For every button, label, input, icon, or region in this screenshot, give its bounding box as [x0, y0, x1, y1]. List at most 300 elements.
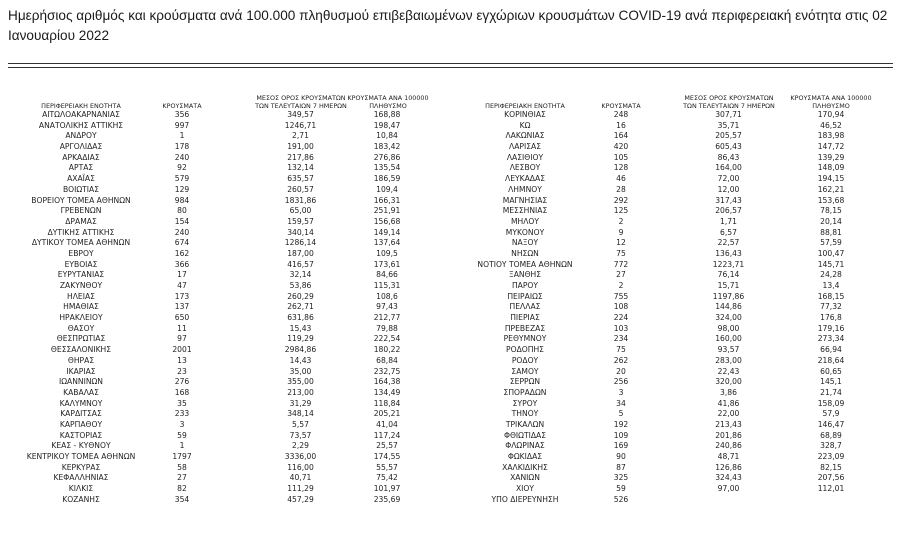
table-row	[0, 409, 900, 420]
seven-day-average-left: 260,57	[287, 184, 314, 194]
region-name-right: ΦΛΩΡΙΝΑΣ	[505, 441, 545, 451]
seven-day-average-right: 324,00	[715, 313, 742, 323]
cases-per-100k-left: 232,75	[373, 366, 401, 376]
seven-day-average-right: 164,00	[715, 163, 742, 173]
case-count-left: 154	[174, 216, 190, 226]
table-row	[0, 367, 900, 378]
seven-day-average-left: 457,29	[287, 494, 314, 504]
case-count-right: 9	[618, 227, 624, 237]
case-count-left: 92	[177, 163, 187, 173]
case-count-right: 164	[613, 131, 629, 141]
region-name-left: ΕΥΒΟΙΑΣ	[64, 259, 98, 269]
region-name-right: ΦΘΙΩΤΙΔΑΣ	[503, 430, 547, 440]
region-name-right: ΠΑΡΟΥ	[511, 281, 539, 290]
case-count-left: 23	[177, 366, 187, 376]
case-count-right: 755	[613, 291, 629, 301]
cases-per-100k-left: 137,64	[373, 238, 401, 248]
seven-day-average-left: 416,57	[287, 259, 314, 269]
case-count-right: 12	[616, 238, 626, 248]
region-name-left: ΚΑΛΥΜΝΟΥ	[59, 398, 103, 408]
seven-day-average-left: 65,00	[289, 206, 312, 216]
cases-per-100k-left: 222,54	[373, 334, 401, 344]
cases-per-100k-right: 146,47	[817, 419, 845, 429]
region-name-left: ΕΥΡΥΤΑΝΙΑΣ	[57, 270, 105, 280]
cases-per-100k-right: 218,64	[817, 355, 845, 365]
cases-per-100k-left: 25,57	[376, 441, 398, 451]
region-name-left: ΚΕΡΚΥΡΑΣ	[61, 462, 101, 472]
case-count-left: 2001	[172, 345, 192, 355]
case-count-left: 366	[174, 259, 190, 269]
cases-per-100k-right: 158,09	[817, 398, 845, 408]
region-name-right: ΣΥΡΟΥ	[512, 398, 538, 408]
cases-per-100k-left: 174,55	[373, 452, 401, 461]
region-name-right: ΣΕΡΡΩΝ	[509, 377, 541, 387]
case-count-left: 17	[177, 270, 187, 280]
region-name-left: ΘΕΣΣΑΛΟΝΙΚΗΣ	[50, 345, 112, 355]
table-row	[0, 463, 900, 474]
seven-day-average-right: 1,71	[720, 216, 737, 226]
case-count-left: 173	[174, 291, 190, 301]
region-name-right: ΚΩ	[519, 120, 531, 130]
seven-day-average-right: 324,43	[715, 473, 742, 483]
region-name-left: ΚΟΖΑΝΗΣ	[62, 494, 100, 504]
table-row	[0, 484, 900, 495]
cases-per-100k-right: 162,21	[817, 184, 845, 194]
case-count-left: 1	[179, 131, 185, 141]
seven-day-average-left: 3336,00	[284, 452, 317, 461]
header-avg-left: ΜΕΣΟΣ ΟΡΟΣ ΚΡΟΥΣΜΑΤΩΝ ΤΩΝ ΤΕΛΕΥΤΑΙΩΝ 7 ΗΜΕΡΩΝ	[255, 94, 347, 110]
cases-per-100k-left: 205,21	[373, 409, 401, 419]
seven-day-average-left: 31,29	[289, 398, 312, 408]
table-row	[0, 249, 900, 260]
region-name-right: ΛΑΣΙΘΙΟΥ	[506, 152, 544, 162]
table-row	[0, 153, 900, 164]
region-name-left: ΕΒΡΟΥ	[68, 248, 94, 258]
seven-day-average-left: 191,00	[287, 142, 314, 152]
cases-per-100k-right: 194,15	[817, 174, 845, 184]
seven-day-average-right: 97,00	[717, 484, 740, 494]
table-row	[0, 431, 900, 442]
case-count-right: 59	[616, 484, 626, 494]
region-name-left: ΔΥΤΙΚΗΣ ΑΤΤΙΚΗΣ	[47, 227, 115, 237]
table-row	[0, 399, 900, 410]
cases-per-100k-left: 68,84	[376, 355, 398, 365]
region-name-right: ΝΗΣΩΝ	[511, 248, 539, 258]
seven-day-average-right: 93,57	[717, 345, 740, 355]
case-count-right: 75	[616, 248, 626, 258]
region-name-left: ΗΡΑΚΛΕΙΟΥ	[59, 313, 103, 323]
seven-day-average-right: 1197,86	[712, 291, 745, 301]
region-name-left: ΔΥΤΙΚΟΥ ΤΟΜΕΑ ΑΘΗΝΩΝ	[31, 238, 131, 248]
region-name-left: ΙΚΑΡΙΑΣ	[66, 366, 96, 376]
table-row	[0, 260, 900, 271]
cases-per-100k-left: 180,22	[373, 345, 401, 355]
region-name-left: ΙΩΑΝΝΙΝΩΝ	[58, 377, 103, 387]
case-count-right: 103	[613, 323, 629, 333]
cases-per-100k-right: 176,8	[820, 313, 842, 323]
seven-day-average-right: 22,43	[717, 366, 740, 376]
region-name-right: ΤΗΝΟΥ	[511, 409, 539, 419]
table-row	[0, 388, 900, 399]
header-per-right: ΚΡΟΥΣΜΑΤΑ ΑΝΑ 100000 ΠΛΗΘΥΣΜΟ	[790, 94, 872, 110]
region-name-left: ΔΡΑΜΑΣ	[65, 216, 97, 226]
header-cases-right: ΚΡΟΥΣΜΑΤΑ	[601, 101, 641, 110]
table-row	[0, 324, 900, 335]
cases-per-100k-left: 79,88	[376, 323, 398, 333]
case-count-right: 46	[616, 174, 626, 184]
cases-per-100k-left: 276,86	[373, 152, 401, 162]
seven-day-average-left: 132,14	[287, 163, 314, 173]
table-row	[0, 345, 900, 356]
table-row	[0, 228, 900, 239]
seven-day-average-right: 213,43	[715, 419, 742, 429]
table-row	[0, 356, 900, 367]
region-name-right: ΣΠΟΡΑΔΩΝ	[503, 387, 547, 397]
seven-day-average-left: 32,14	[289, 270, 312, 280]
table-row	[0, 142, 900, 153]
seven-day-average-right: 240,86	[715, 441, 742, 451]
cases-per-100k-left: 198,47	[373, 120, 401, 130]
seven-day-average-left: 14,43	[289, 355, 312, 365]
case-count-left: 650	[174, 313, 190, 323]
case-count-left: 59	[177, 430, 187, 440]
cases-per-100k-left: 212,77	[373, 313, 401, 323]
case-count-right: 5	[618, 409, 624, 419]
seven-day-average-left: 260,29	[287, 291, 314, 301]
table-row	[0, 270, 900, 281]
cases-per-100k-right: 88,81	[820, 227, 842, 237]
seven-day-average-right: 136,43	[715, 248, 742, 258]
seven-day-average-left: 53,86	[289, 281, 312, 290]
region-name-left: ΚΑΒΑΛΑΣ	[63, 387, 99, 397]
table-row	[0, 185, 900, 196]
table-row	[0, 206, 900, 217]
seven-day-average-right: 1223,71	[712, 259, 745, 269]
case-count-left: 997	[174, 120, 190, 130]
seven-day-average-left: 116,00	[287, 462, 314, 472]
case-count-left: 354	[174, 494, 190, 504]
seven-day-average-left: 631,86	[287, 313, 314, 323]
table-row	[0, 302, 900, 313]
cases-per-100k-right: 153,68	[817, 195, 845, 205]
cases-per-100k-left: 117,24	[373, 430, 401, 440]
seven-day-average-left: 2,71	[292, 131, 309, 141]
case-count-left: 674	[174, 238, 190, 248]
seven-day-average-left: 15,43	[289, 323, 312, 333]
case-count-left: 356	[174, 110, 190, 119]
region-name-left: ΑΝΔΡΟΥ	[65, 131, 97, 141]
seven-day-average-right: 605,43	[715, 142, 742, 152]
case-count-left: 80	[177, 206, 187, 216]
cases-per-100k-right: 13,4	[822, 281, 840, 290]
case-count-left: 13	[177, 355, 187, 365]
seven-day-average-right: 15,71	[717, 281, 740, 290]
seven-day-average-right: 283,00	[715, 355, 742, 365]
seven-day-average-left: 1831,86	[284, 195, 317, 205]
region-name-right: ΡΕΘΥΜΝΟΥ	[503, 334, 547, 344]
cases-per-100k-right: 77,32	[820, 302, 842, 312]
table-body	[0, 110, 900, 505]
seven-day-average-right: 307,71	[715, 110, 742, 119]
case-count-right: 169	[613, 441, 629, 451]
cases-per-100k-left: 118,84	[373, 398, 401, 408]
cases-per-100k-left: 109,4	[376, 184, 398, 194]
case-count-left: 579	[174, 174, 190, 184]
region-name-left: ΒΟΙΩΤΙΑΣ	[62, 184, 100, 194]
region-name-left: ΚΑΡΠΑΘΟΥ	[59, 419, 103, 429]
cases-per-100k-right: 57,59	[820, 238, 842, 248]
cases-per-100k-left: 10,84	[376, 131, 398, 141]
region-name-right: ΧΑΛΚΙΔΙΚΗΣ	[502, 462, 548, 472]
cases-per-100k-right: 20,14	[820, 216, 842, 226]
seven-day-average-right: 160,00	[715, 334, 742, 344]
case-count-left: 984	[174, 195, 190, 205]
case-count-right: 325	[613, 473, 629, 483]
case-count-right: 248	[613, 110, 629, 119]
region-name-right: ΛΕΥΚΑΔΑΣ	[505, 174, 545, 184]
table-row	[0, 217, 900, 228]
seven-day-average-right: 35,71	[717, 120, 740, 130]
table-row	[0, 334, 900, 345]
case-count-right: 256	[613, 377, 629, 387]
seven-day-average-left: 1246,71	[284, 120, 317, 130]
case-count-right: 125	[613, 206, 629, 216]
region-name-left: ΑΧΑΪΑΣ	[67, 174, 95, 184]
region-name-left: ΑΙΤΩΛΟΑΚΑΡΝΑΝΙΑΣ	[42, 110, 120, 119]
case-count-left: 35	[177, 398, 187, 408]
table-row	[0, 420, 900, 431]
region-name-left: ΑΡΓΟΛΙΔΑΣ	[59, 142, 103, 152]
region-name-right: ΜΕΣΣΗΝΙΑΣ	[502, 206, 548, 216]
region-name-right: ΡΟΔΟΠΗΣ	[506, 345, 544, 355]
cases-per-100k-left: 101,97	[373, 484, 401, 494]
cases-per-100k-right: 223,09	[817, 452, 845, 461]
cases-per-100k-right: 328,7	[820, 441, 842, 451]
region-name-right: ΚΟΡΙΝΘΙΑΣ	[504, 110, 546, 119]
table-row	[0, 292, 900, 303]
top-divider-second	[8, 67, 893, 68]
cases-per-100k-right: 60,65	[820, 366, 842, 376]
region-name-right: ΝΟΤΙΟΥ ΤΟΜΕΑ ΑΘΗΝΩΝ	[477, 259, 573, 269]
region-name-right: ΝΑΞΟΥ	[511, 238, 539, 248]
seven-day-average-left: 1286,14	[284, 238, 317, 248]
region-name-right: ΧΑΝΙΩΝ	[510, 473, 540, 483]
header-avg-right: ΜΕΣΟΣ ΟΡΟΣ ΚΡΟΥΣΜΑΤΩΝ ΤΩΝ ΤΕΛΕΥΤΑΙΩΝ 7 ΗΜΕΡΩΝ	[683, 94, 775, 110]
seven-day-average-left: 348,14	[287, 409, 314, 419]
cases-per-100k-left: 97,43	[376, 302, 398, 312]
cases-per-100k-left: 183,42	[373, 142, 401, 152]
cases-per-100k-left: 109,5	[376, 248, 398, 258]
cases-per-100k-left: 186,59	[373, 174, 401, 184]
cases-per-100k-right: 147,72	[817, 142, 845, 152]
region-name-left: ΚΙΛΚΙΣ	[68, 484, 94, 494]
region-name-right: ΠΙΕΡΙΑΣ	[510, 313, 540, 323]
cases-per-100k-right: 179,16	[817, 323, 845, 333]
seven-day-average-left: 5,57	[292, 419, 309, 429]
case-count-left: 240	[174, 152, 190, 162]
seven-day-average-left: 217,86	[287, 152, 314, 162]
seven-day-average-left: 340,14	[287, 227, 314, 237]
case-count-right: 16	[616, 120, 626, 130]
region-name-right: ΦΩΚΙΔΑΣ	[507, 452, 543, 461]
table-row	[0, 452, 900, 463]
region-name-right: ΞΑΝΘΗΣ	[508, 270, 542, 280]
cases-per-100k-right: 100,47	[817, 248, 845, 258]
cases-per-100k-left: 108,6	[376, 291, 398, 301]
seven-day-average-left: 2,29	[292, 441, 309, 451]
case-count-left: 137	[174, 302, 190, 312]
case-count-right: 108	[613, 302, 629, 312]
cases-per-100k-right: 57,9	[822, 409, 840, 419]
table-row	[0, 441, 900, 452]
case-count-left: 58	[177, 462, 187, 472]
case-count-right: 87	[616, 462, 626, 472]
seven-day-average-right: 48,71	[717, 452, 740, 461]
region-name-right: ΜΗΛΟΥ	[510, 216, 540, 226]
case-count-right: 90	[616, 452, 626, 461]
table-row	[0, 495, 900, 506]
cases-per-100k-right: 168,15	[817, 291, 845, 301]
region-name-left: ΒΟΡΕΙΟΥ ΤΟΜΕΑ ΑΘΗΝΩΝ	[31, 195, 131, 205]
region-name-left: ΗΛΕΙΑΣ	[67, 291, 95, 301]
top-divider	[8, 63, 893, 64]
seven-day-average-left: 2984,86	[284, 345, 317, 355]
region-name-right: ΠΡΕΒΕΖΑΣ	[504, 323, 546, 333]
seven-day-average-right: 12,00	[717, 184, 740, 194]
cases-per-100k-right: 78,15	[820, 206, 842, 216]
case-count-left: 162	[174, 248, 190, 258]
case-count-left: 129	[174, 184, 190, 194]
seven-day-average-right: 76,14	[717, 270, 740, 280]
seven-day-average-left: 213,00	[287, 387, 314, 397]
table-row	[0, 313, 900, 324]
cases-per-100k-left: 164,38	[373, 377, 401, 387]
region-name-right: ΛΕΣΒΟΥ	[509, 163, 541, 173]
seven-day-average-right: 201,86	[715, 430, 742, 440]
seven-day-average-left: 111,29	[287, 484, 314, 494]
cases-per-100k-left: 168,88	[373, 110, 401, 119]
region-name-right: ΛΑΡΙΣΑΣ	[509, 142, 541, 152]
cases-per-100k-left: 41,04	[376, 419, 398, 429]
seven-day-average-right: 86,43	[717, 152, 740, 162]
case-count-left: 1797	[172, 452, 192, 461]
table-row	[0, 174, 900, 185]
cases-per-100k-right: 207,56	[817, 473, 845, 483]
seven-day-average-right: 6,57	[720, 227, 737, 237]
case-count-right: 526	[613, 494, 629, 504]
cases-per-100k-right: 46,52	[820, 120, 842, 130]
table-row	[0, 131, 900, 142]
region-name-left: ΑΝΑΤΟΛΙΚΗΣ ΑΤΤΙΚΗΣ	[38, 120, 124, 130]
case-count-left: 27	[177, 473, 187, 483]
cases-per-100k-left: 84,66	[376, 270, 398, 280]
case-count-right: 3	[618, 387, 624, 397]
cases-per-100k-right: 183,98	[817, 131, 845, 141]
region-name-right: ΜΥΚΟΝΟΥ	[505, 227, 545, 237]
region-name-right: ΣΑΜΟΥ	[511, 366, 539, 376]
seven-day-average-left: 262,71	[287, 302, 314, 312]
case-count-right: 224	[613, 313, 629, 323]
region-name-left: ΚΑΣΤΟΡΙΑΣ	[59, 430, 103, 440]
table-header	[0, 88, 900, 110]
case-count-right: 292	[613, 195, 629, 205]
case-count-left: 47	[177, 281, 187, 290]
seven-day-average-right: 206,57	[715, 206, 742, 216]
case-count-left: 97	[177, 334, 187, 344]
region-name-right: ΡΟΔΟΥ	[511, 355, 539, 365]
case-count-right: 27	[616, 270, 626, 280]
seven-day-average-right: 317,43	[715, 195, 742, 205]
case-count-left: 1	[179, 441, 185, 451]
table-row	[0, 281, 900, 292]
header-per-left: ΚΡΟΥΣΜΑΤΑ ΑΝΑ 100000 ΠΛΗΘΥΣΜΟ	[347, 94, 429, 110]
case-count-left: 3	[179, 419, 185, 429]
case-count-right: 2	[618, 281, 624, 290]
seven-day-average-left: 159,57	[287, 216, 314, 226]
case-count-right: 2	[618, 216, 624, 226]
seven-day-average-right: 126,86	[715, 462, 742, 472]
case-count-right: 28	[616, 184, 626, 194]
seven-day-average-left: 35,00	[289, 366, 312, 376]
case-count-right: 234	[613, 334, 629, 344]
header-name-left: ΠΕΡΙΦΕΡΕΙΑΚΗ ΕΝΟΤΗΤΑ	[41, 101, 121, 110]
header-name-right: ΠΕΡΙΦΕΡΕΙΑΚΗ ΕΝΟΤΗΤΑ	[485, 101, 565, 110]
region-name-right: ΥΠΟ ΔΙΕΡΕΥΝΗΣΗ	[491, 494, 559, 504]
cases-per-100k-right: 21,74	[820, 387, 842, 397]
case-count-left: 233	[174, 409, 190, 419]
cases-per-100k-left: 156,68	[373, 216, 401, 226]
region-name-left: ΑΡΤΑΣ	[68, 163, 94, 173]
region-name-left: ΓΡΕΒΕΝΩΝ	[60, 206, 102, 216]
cases-per-100k-right: 145,1	[820, 377, 842, 387]
region-name-left: ΘΕΣΠΡΩΤΙΑΣ	[56, 334, 106, 344]
seven-day-average-left: 73,57	[289, 430, 312, 440]
case-count-right: 420	[613, 142, 629, 152]
case-count-left: 276	[174, 377, 190, 387]
case-count-right: 105	[613, 152, 629, 162]
case-count-left: 168	[174, 387, 190, 397]
table-row	[0, 196, 900, 207]
region-name-right: ΧΙΟΥ	[515, 484, 535, 494]
cases-per-100k-left: 149,14	[373, 227, 401, 237]
cases-per-100k-left: 166,31	[373, 195, 401, 205]
case-count-right: 128	[613, 163, 629, 173]
seven-day-average-left: 40,71	[289, 473, 312, 483]
case-count-right: 34	[616, 398, 626, 408]
cases-per-100k-left: 235,69	[373, 494, 401, 504]
cases-per-100k-left: 134,49	[373, 387, 401, 397]
cases-per-100k-right: 66,94	[820, 345, 842, 355]
seven-day-average-right: 41,86	[717, 398, 740, 408]
region-name-left: ΗΜΑΘΙΑΣ	[63, 302, 99, 312]
cases-per-100k-right: 145,71	[817, 259, 845, 269]
region-name-right: ΤΡΙΚΑΛΩΝ	[505, 419, 545, 429]
seven-day-average-right: 3,86	[720, 387, 737, 397]
cases-per-100k-right: 273,34	[817, 334, 845, 344]
seven-day-average-left: 635,57	[287, 174, 314, 184]
region-name-right: ΠΕΛΛΑΣ	[509, 302, 541, 312]
region-name-right: ΛΗΜΝΟΥ	[508, 184, 542, 194]
region-name-left: ΘΗΡΑΣ	[67, 355, 95, 365]
seven-day-average-right: 22,00	[717, 409, 740, 419]
region-name-left: ΖΑΚΥΝΘΟΥ	[59, 281, 103, 290]
seven-day-average-right: 320,00	[715, 377, 742, 387]
case-count-left: 240	[174, 227, 190, 237]
cases-per-100k-right: 82,15	[820, 462, 842, 472]
seven-day-average-right: 98,00	[717, 323, 740, 333]
table-row	[0, 121, 900, 132]
cases-per-100k-right: 112,01	[817, 484, 845, 494]
